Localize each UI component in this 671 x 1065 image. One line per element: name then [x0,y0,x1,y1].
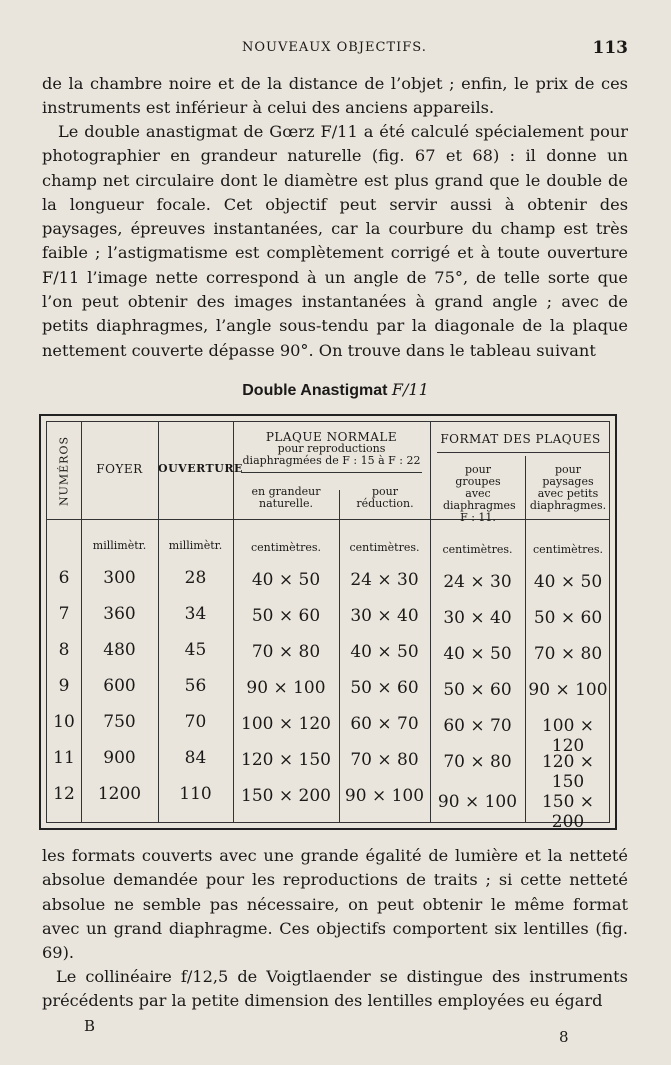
table-cell: 70 × 80 [533,644,603,664]
unit-label: centimètres. [533,543,603,556]
header-grandeur: en grandeur naturelle. [251,485,321,510]
table-cell: 300 [103,568,136,588]
page-header [42,38,628,62]
header-rule [241,472,422,473]
table-cell: 50 × 60 [443,680,512,700]
header-numeros: NUMÉROS [57,435,71,506]
table-cell: 1200 [97,784,142,804]
table-frame [46,421,610,832]
table-cell: 70 × 80 [251,642,321,662]
table-cell: 50 × 60 [251,606,321,626]
table-cell: 8 [58,640,70,660]
paragraph-4: Le collinéaire f/12,5 de Voigtlaender se distingue des instruments précédents par la petite dimension des lentilles employées eu égard [42,967,628,1011]
header-bottom-rule [47,519,609,520]
table-cell: 30 × 40 [350,606,419,626]
table-cell: 12 [53,784,75,804]
header-format-plaques: FORMAT DES PLAQUES [440,432,601,446]
header-plaque-normale-sub: pour reproductions diaphragmées de F : 15 à F : 22 [242,442,421,467]
table-cell: 100 × 120 [541,716,595,756]
table-cell: 120 × 150 [541,752,595,792]
table-cell: 11 [53,748,75,768]
table-cell: 56 [184,676,207,696]
table-cell: 110 [179,784,212,804]
table-cell: 480 [103,640,136,660]
table-cell: 84 [184,748,207,768]
signature-number: 8 [559,1028,569,1046]
header-plaque-normale: PLAQUE NORMALE [265,430,398,444]
table-cell: 70 × 80 [350,750,419,770]
table-cell: 40 × 50 [251,570,321,590]
table-title [0,380,671,400]
table-cell: 150 × 200 [241,786,331,806]
table-cell: 6 [58,568,70,588]
table-cell: 30 × 40 [443,608,512,628]
table-cell: 360 [103,604,136,624]
table-cell: 90 × 100 [344,786,425,806]
table-cell: 40 × 50 [533,572,603,592]
header-foyer: FOYER [96,462,143,476]
paragraph-2: Le double anastigmat de Gœrz F/11 a été calculé spécialement pour photographier en grandeur naturelle (fig. 67 et 68) : il donne un champ net circulaire dont le diamètre est plus grand que le double de la longueur focale. Cet objectif peut servir aussi à obtenir des paysages, épreuves instantanées, car la courbure du champ est très faible ; l’astigmatisme est complètement corrigé et à toute ouverture F/11 l’image nette correspond à un angle de 75°, de telle sorte que l’on peut obtenir des images instantanées à grand angle ; avec de petits diaphragmes, l’angle sous-tendu par la diagonale de la plaque nettement couverte dépasse 90°. On trouve dans le tableau suivant [42,122,628,360]
unit-label: centimètres. [349,541,420,554]
table-cell: 100 × 120 [241,714,331,734]
table-cell: 120 × 150 [241,750,331,770]
table-cell: 40 × 50 [350,642,419,662]
table-cell: 70 × 80 [443,752,512,772]
table-cell: 10 [53,712,75,732]
table-cell: 90 × 100 [528,680,608,700]
page-number: 113 [592,38,628,58]
table-cell: 9 [58,676,70,696]
header-ouverture: OUVERTURE [158,462,243,475]
data-table [39,414,617,830]
table-title-ratio: F/11 [391,380,429,399]
table-cell: 600 [103,676,136,696]
table-cell: 150 × 200 [541,792,595,832]
table-cell: 24 × 30 [350,570,419,590]
table-cell: 45 [184,640,207,660]
unit-label: centimètres. [442,543,513,556]
unit-label: centimètres. [251,541,321,554]
signature-letter: B [84,1017,96,1035]
table-cell: 50 × 60 [350,678,419,698]
table-cell: 50 × 60 [533,608,603,628]
table-cell: 60 × 70 [350,714,419,734]
header-groupes: pour groupes avec diaphragmes F : 11. [443,463,516,524]
unit-label: millimètr. [92,539,147,552]
table-title-main: Double Anastigmat [242,382,388,399]
paragraph-3: les formats couverts avec une grande égalité de lumière et la netteté absolue demandée pour les reproductions de traits ; si cette netteté absolue ne semble pas nécessaire, on peut obtenir le même format avec un grand diaphragme. Ces objectifs comportent six lentilles (fig. 69). [42,846,628,963]
paragraph-1: de la chambre noire et de la distance de l’objet ; enfin, le prix de ces instruments est inférieur à celui des anciens appareils. [42,74,628,118]
table-cell: 70 [184,712,207,732]
running-title: NOUVEAUX OBJECTIFS. [242,40,427,55]
table-cell: 40 × 50 [443,644,512,664]
unit-label: millimètr. [168,539,223,552]
table-cell: 28 [184,568,207,588]
header-paysages: pour paysages avec petits diaphragmes. [529,463,607,512]
table-cell: 90 × 100 [437,792,518,812]
table-cell: 900 [103,748,136,768]
header-rule [437,452,609,453]
table-cell: 7 [58,604,70,624]
table-cell: 90 × 100 [246,678,326,698]
header-reduction: pour réduction. [356,485,414,510]
table-cell: 34 [184,604,207,624]
table-cell: 750 [103,712,136,732]
table-cell: 60 × 70 [443,716,512,736]
table-cell: 24 × 30 [443,572,512,592]
